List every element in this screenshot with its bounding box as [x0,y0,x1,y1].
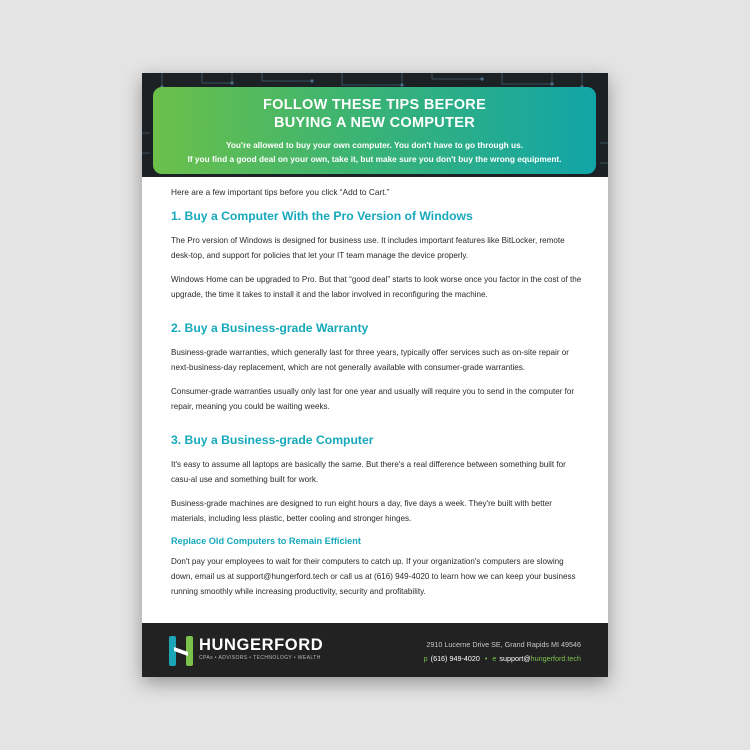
section-1-paragraph-1: The Pro version of Windows is designed for business use. It includes important features like BitLocker, remote desk-top, and support for policies that let your IT team manage the device properly. [171,236,565,260]
phone-key: p [423,654,428,663]
contact-separator: • [484,654,488,663]
section-heading-3: 3. Buy a Business-grade Computer [171,433,374,447]
subtitle-line-1: You're allowed to buy your own computer. You don't have to go through us. [225,140,524,150]
hungerford-logo-icon [169,636,193,666]
title-banner [153,87,596,174]
footer-contact [424,654,581,664]
brand-tagline: CPAs • ADVISORS • TECHNOLOGY • WEALTH [199,655,321,661]
section-1-paragraph-2: Windows Home can be upgraded to Pro. But that “good deal” starts to look worse once you factor in the cost of the upgrade, the time it takes to install it and the labor involved in reconfiguring the machine. [171,275,582,299]
header-hero [142,73,608,177]
subsection-paragraph: Don't pay your employees to wait for their computers to catch up. If your organization's computers are slowing down, email us at support@hungerford.tech or call us at (616) 949-4020 to learn how we can keep your business running smoothly while increasing productivity, security and profitability. [171,557,576,596]
subsection-heading: Replace Old Computers to Remain Efficient [171,536,361,546]
section-2-paragraph-1: Business-grade warranties, which generally last for three years, typically offer services such as on-site repair or next-business-day replacement, which are not generally available with consumer-grade warranties. [171,348,569,372]
footer-email-domain[interactable]: hungerford.tech [530,654,581,663]
main-content [171,186,583,608]
footer [142,623,608,677]
footer-email-user[interactable]: support@ [499,654,531,663]
section-heading-1: 1. Buy a Computer With the Pro Version of Windows [171,209,473,223]
page-title-line-1: FOLLOW THESE TIPS BEFORE [262,97,487,113]
section-3-paragraph-1: It's easy to assume all laptops are basically the same. But there's a real difference between something built for casu-al use and something built for work. [171,460,566,484]
footer-phone[interactable]: (616) 949-4020 [430,654,480,663]
document-page [142,73,608,677]
email-key: e [492,654,497,663]
page-title-line-2: BUYING A NEW COMPUTER [274,115,475,131]
section-2-paragraph-2: Consumer-grade warranties usually only last for one year and usually will require you to send in the computer for repair, meaning you could be waiting weeks. [171,387,575,411]
section-3-paragraph-2: Business-grade machines are designed to run eight hours a day, five days a week. They're built with better materials, including less plastic, better cooling and stronger hinges. [171,499,552,523]
subtitle-line-2: If you find a good deal on your own, take it, but make sure you don't buy the wrong equipment. [187,154,562,164]
brand-name: HUNGERFORD [199,636,324,654]
footer-address: 2910 Lucerne Drive SE, Grand Rapids MI 49546 [426,640,581,649]
section-heading-2: 2. Buy a Business-grade Warranty [171,321,369,335]
intro-text: Here are a few important tips before you click “Add to Cart.” [171,187,390,197]
